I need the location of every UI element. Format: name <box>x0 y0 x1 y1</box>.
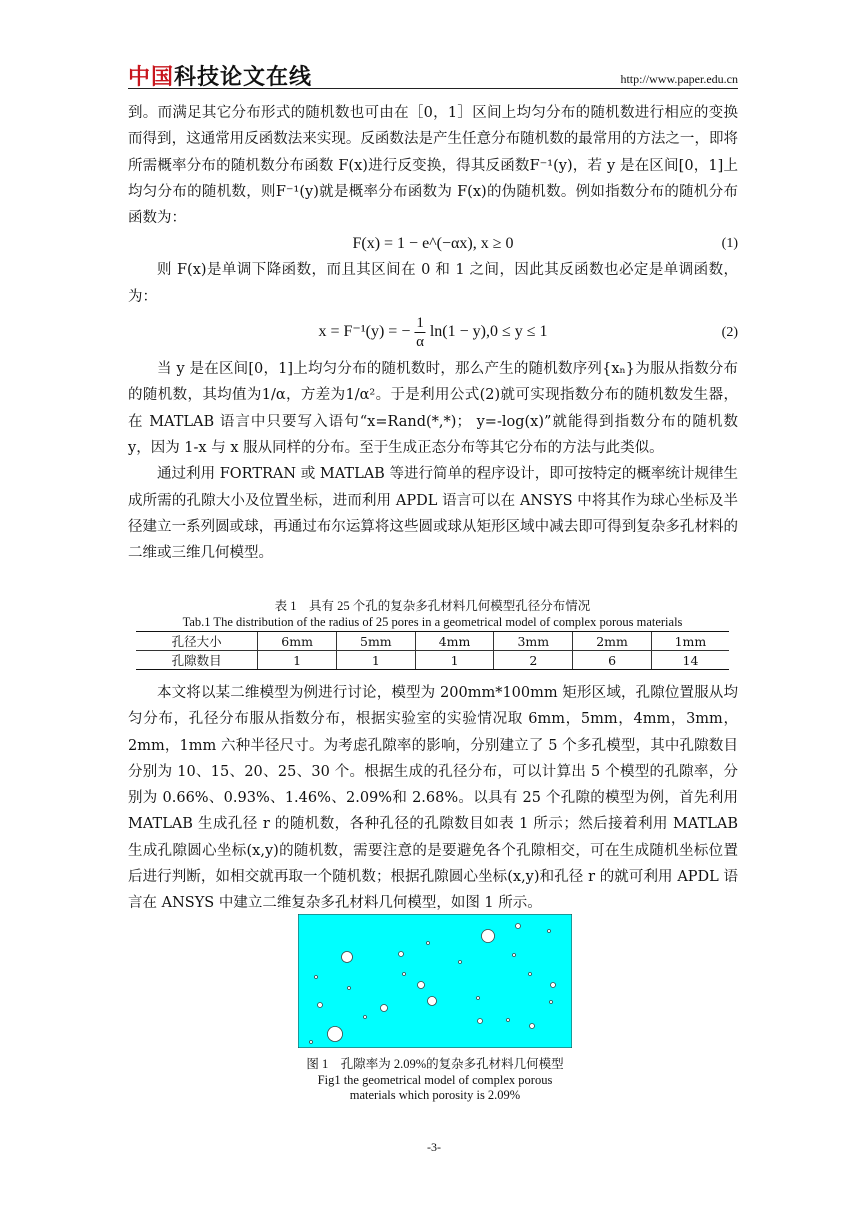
pore <box>418 982 425 989</box>
table-header-row <box>136 632 729 651</box>
equation-2-lhs: x = F⁻¹(y) = − <box>318 323 411 341</box>
pore <box>550 1001 553 1004</box>
pore <box>348 987 351 990</box>
equation-2-fraction <box>414 314 426 351</box>
journal-logo <box>128 60 312 91</box>
table-cell: 14 <box>651 651 729 670</box>
table-cell: 2 <box>494 651 573 670</box>
equation-2 <box>128 310 738 356</box>
table-cell: 1 <box>258 651 337 670</box>
equation-1 <box>128 231 738 257</box>
pore <box>530 1024 535 1029</box>
pore <box>315 976 318 979</box>
table-header-cell: 1mm <box>651 632 729 651</box>
logo-red-part: 中国 <box>128 65 175 90</box>
equation-2-rhs: ln(1 − y),0 ≤ y ≤ 1 <box>429 323 548 341</box>
pore-distribution-table <box>136 631 729 670</box>
table-header-cell: 孔径大小 <box>136 632 258 651</box>
pore <box>482 930 495 943</box>
page-number: -3- <box>427 1140 441 1154</box>
table-caption-cn: 表 1 具有 25 个孔的复杂多孔材料几何模型孔径分布情况 <box>274 599 591 613</box>
paragraph-4: 通过利用 FORTRAN 或 MATLAB 等进行简单的程序设计，即可按特定的概率统计规律生成所需的孔隙大小及位置坐标，进而利用 APDL 语言可以在 ANSYS 中将其作为球心坐标及半径建立一系列圆或球，再通过布尔运算将这些圆或球从矩形区域中减去即可得到复杂多孔材料的二维或三维几何模型。 <box>128 466 738 562</box>
table-cell: 孔隙数目 <box>136 651 258 670</box>
pore <box>507 1019 510 1022</box>
table-caption-en: Tab.1 The distribution of the radius of 25 pores in a geometrical model of complex porous materials <box>182 615 683 629</box>
porous-model-figure <box>298 914 572 1048</box>
pore <box>403 973 406 976</box>
table-header-cell: 6mm <box>258 632 337 651</box>
pore <box>342 952 353 963</box>
table-cell: 1 <box>336 651 415 670</box>
pore <box>459 961 462 964</box>
table-header-cell: 5mm <box>336 632 415 651</box>
pore <box>548 930 551 933</box>
pore <box>428 997 437 1006</box>
pore <box>364 1016 367 1019</box>
figure-caption-en-line1: Fig1 the geometrical model of complex porous <box>317 1072 553 1087</box>
pore <box>478 1019 483 1024</box>
body-top <box>128 100 738 566</box>
logo-black-part: 科技论文在线 <box>174 65 313 90</box>
table-1 <box>136 598 729 670</box>
body-bottom <box>128 680 738 917</box>
pore <box>513 954 516 957</box>
pore <box>399 952 404 957</box>
equation-2-expr <box>318 314 547 351</box>
fraction-numerator: 1 <box>416 315 424 332</box>
pore <box>381 1005 388 1012</box>
pore <box>328 1027 343 1042</box>
table-header-cell: 2mm <box>573 632 652 651</box>
figure-caption <box>268 1057 602 1104</box>
table-cell: 1 <box>415 651 494 670</box>
paragraph-1: 到。而满足其它分布形式的随机数也可由在［0，1］区间上均匀分布的随机数进行相应的变换而得到，这通常用反函数法来实现。反函数法是产生任意分布随机数的最常用的方法之一，即将所需概率分布的随机数分布函数 F(x)进行反变换，得其反函数F⁻¹(y)，若 y 是在区间[0，1]上均匀分布的随机数，则F⁻¹(y)就是概率分布函数为 F(x)的伪随机数。例如指数分布的随机分布函数为： <box>128 105 738 227</box>
table-cell: 6 <box>573 651 652 670</box>
figure-caption-cn: 图 1 孔隙率为 2.09%的复杂多孔材料几何模型 <box>306 1057 564 1071</box>
pore <box>310 1041 313 1044</box>
paragraph-5: 本文将以某二维模型为例进行讨论，模型为 200mm*100mm 矩形区域，孔隙位置服从均匀分布，孔径分布服从指数分布，根据实验室的实验情况取 6mm，5mm，4mm，3mm，2mm，1mm 六种半径尺寸。为考虑孔隙率的影响，分别建立了 5 个多孔模型，其中孔隙数目分别为 10、15、20、25、30 个。根据生成的孔径分布，可以计算出 5 个模型的孔隙率，分别为 0.66%、0.93%、1.46%、2.09%和 2.68%。以具有 25 个孔隙的模型为例，首先利用 MATLAB 生成孔径 r 的随机数，各种孔径的孔隙数目如表 1 所示；然后接着利用 MATLAB 生成孔隙圆心坐标(x,y)的随机数，需要注意的是要避免各个孔隙相交，可在生成随机坐标位置后进行判断，如相交就再取一个随机数；根据孔隙圆心坐标(x,y)和孔径 r 的就可利用 APDL 语言在 ANSYS 中建立二维复杂多孔材料几何模型，如图 1 所示。 <box>128 685 738 912</box>
pore <box>427 942 430 945</box>
table-header-cell: 3mm <box>494 632 573 651</box>
fraction-denominator: α <box>416 334 425 351</box>
equation-1-number: (1) <box>721 236 738 252</box>
equation-2-number: (2) <box>721 325 738 341</box>
pore <box>318 1003 323 1008</box>
paragraph-2: 则 F(x)是单调下降函数，而且其区间在 0 和 1 之间，因此其反函数也必定是单调函数，为： <box>128 262 738 305</box>
pore <box>551 983 556 988</box>
table-row <box>136 651 729 670</box>
figure-caption-en-line2: materials which porosity is 2.09% <box>349 1088 521 1102</box>
paragraph-3: 当 y 是在区间[0，1]上均匀分布的随机数时，那么产生的随机数序列{xₙ}为服从指数分布的随机数，其均值为1/α，方差为1/α²。于是利用公式(2)就可实现指数分布的随机数发生器，在 MATLAB 语言中只要写入语句“x=Rand(*,*)； y=-log(x)”就能得到指数分布的随机数 y，因为 1-x 与 x 服从同样的分布。至于生成正态分布等其它分布的方法与此类似。 <box>128 361 738 456</box>
pore <box>477 997 480 1000</box>
table-header-cell: 4mm <box>415 632 494 651</box>
pore <box>529 973 532 976</box>
header-url[interactable]: http://www.paper.edu.cn <box>620 72 738 86</box>
pore <box>516 924 521 929</box>
header-divider <box>128 88 738 89</box>
equation-1-expr: F(x) = 1 − e^(−αx), x ≥ 0 <box>352 235 514 253</box>
